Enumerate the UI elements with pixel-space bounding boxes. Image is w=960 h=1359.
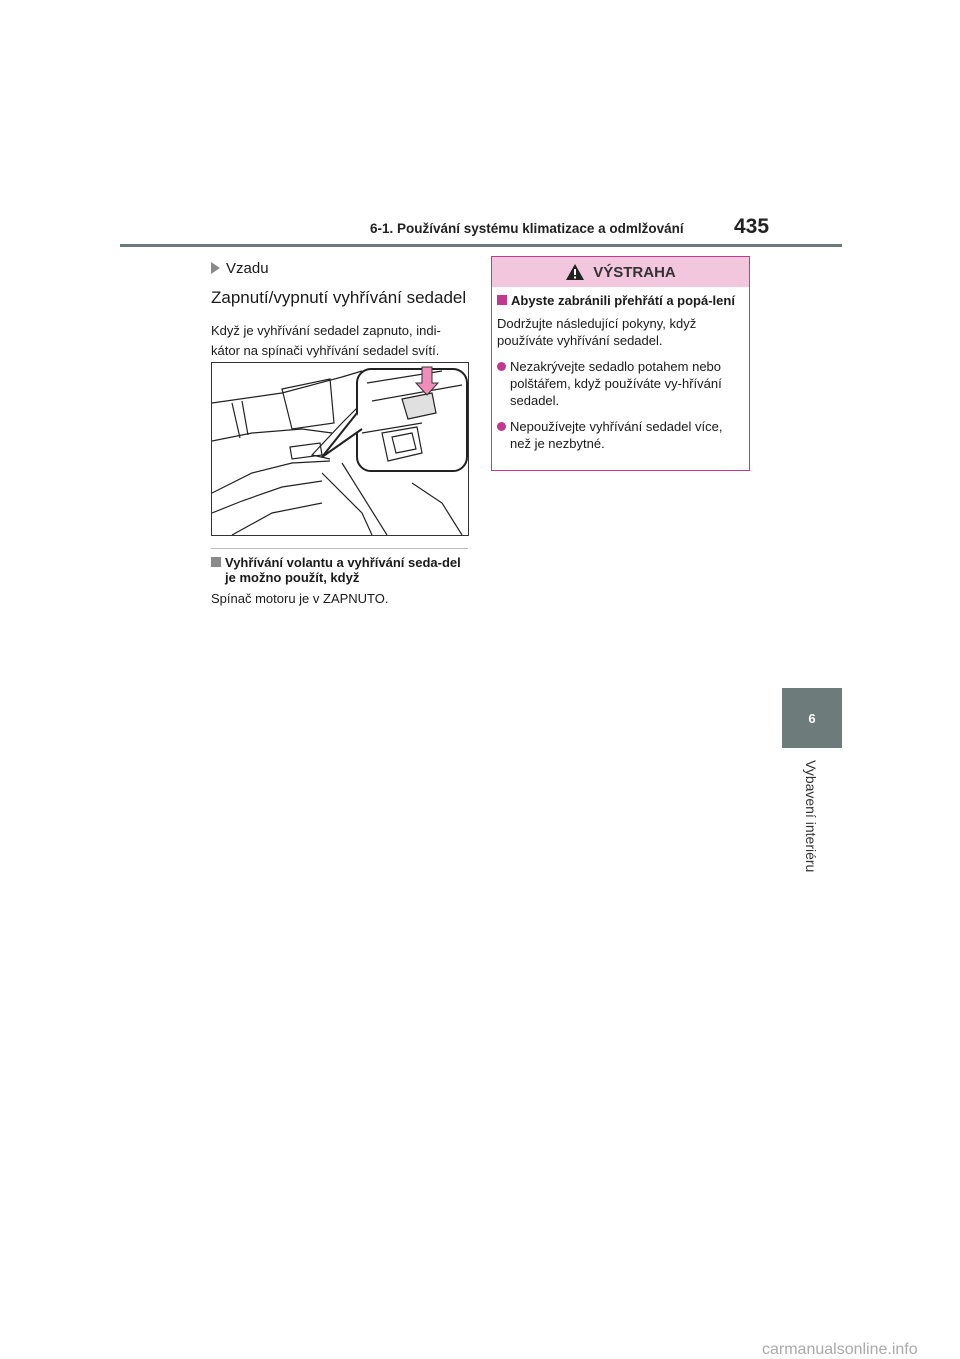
square-bullet-icon — [211, 557, 221, 567]
body-paragraph: Když je vyhřívání sedadel zapnuto, indi-kátor na spínači vyhřívání sedadel svítí. — [211, 323, 441, 358]
warning-bullet-text: Nezakrývejte sedadlo potahem nebo polštářem, když používáte vy-hřívání sedadel. — [510, 359, 722, 408]
warning-title — [497, 293, 744, 308]
warning-bullet — [497, 418, 744, 452]
car-interior-drawing-icon — [212, 363, 468, 535]
note-block — [211, 548, 468, 606]
warning-triangle-icon — [565, 263, 585, 281]
subsection-label: Vzadu — [226, 259, 269, 277]
note-body: Spínač motoru je v ZAPNUTO. — [211, 591, 389, 606]
warning-label: VÝSTRAHA — [593, 263, 676, 281]
header-rule — [120, 244, 842, 247]
watermark: carmanualsonline.info — [762, 1341, 918, 1358]
warning-bullet-text: Nepoužívejte vyhřívání sedadel více, než je nezbytné. — [510, 419, 723, 451]
circle-bullet-icon — [497, 362, 506, 371]
section-heading: Zapnutí/vypnutí vyhřívání sedadel — [211, 288, 467, 307]
page-number: 435 — [734, 215, 770, 238]
circle-bullet-icon — [497, 422, 506, 431]
seat-heater-switch-illustration — [211, 362, 469, 536]
warning-title-text: Abyste zabránili přehřátí a popá-lení — [511, 293, 735, 308]
left-column — [211, 258, 469, 361]
note-divider — [211, 548, 468, 549]
note-title — [211, 555, 468, 585]
warning-header — [492, 257, 749, 287]
triangle-bullet-icon — [211, 262, 220, 274]
chapter-label: Vybavení interiéru — [803, 760, 819, 873]
chapter-number: 6 — [808, 710, 816, 726]
subsection-heading — [211, 258, 469, 278]
warning-body — [492, 287, 749, 452]
warning-bullet — [497, 358, 744, 409]
warning-box — [491, 256, 750, 471]
chapter-tab[interactable] — [782, 688, 842, 748]
square-bullet-icon — [497, 295, 507, 305]
warning-intro: Dodržujte následující pokyny, když používáte vyhřívání sedadel. — [497, 316, 697, 348]
section-title: 6-1. Používání systému klimatizace a odmlžování — [370, 221, 684, 236]
note-title-text: Vyhřívání volantu a vyhřívání seda-del je možno použít, když — [225, 555, 461, 585]
